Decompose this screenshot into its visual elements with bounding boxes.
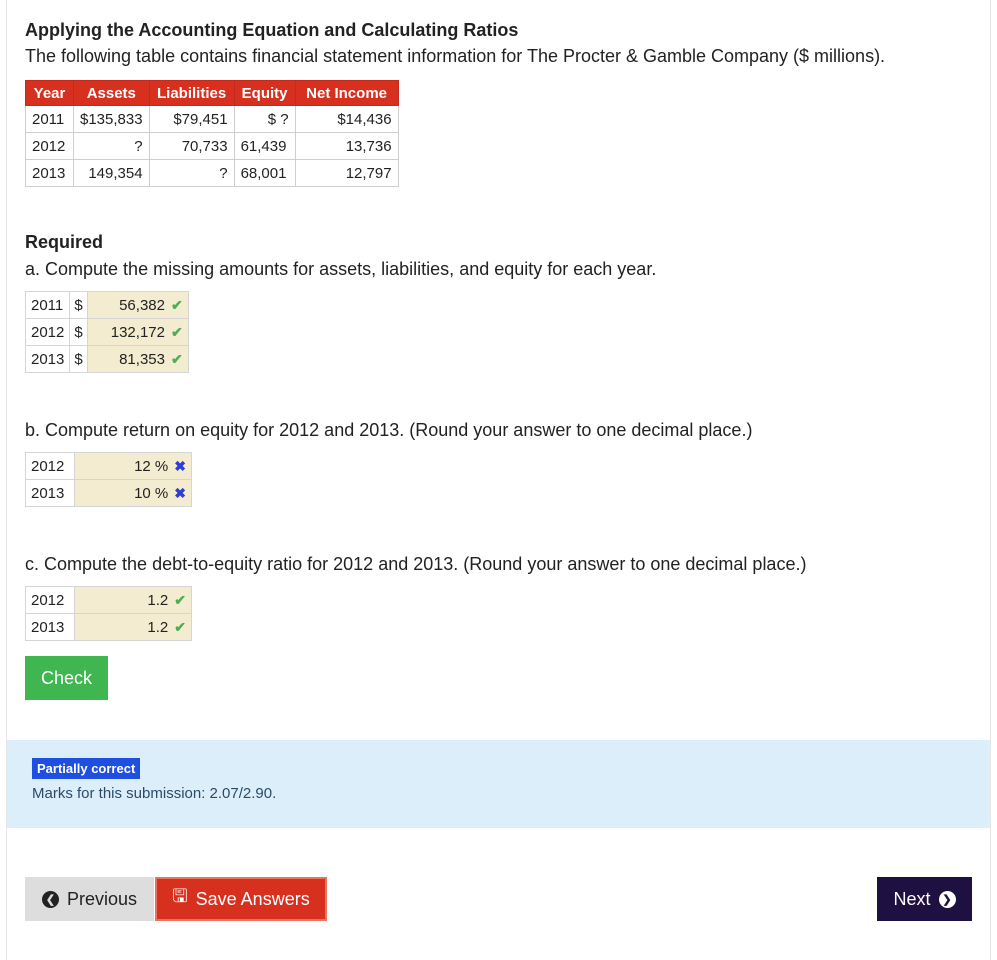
feedback-panel <box>7 740 990 828</box>
answer-input[interactable] <box>87 292 188 319</box>
correct-check-icon: ✔ <box>170 323 183 340</box>
answer-year: 2013 <box>26 346 70 373</box>
answer-row <box>26 453 192 480</box>
answer-value: 1.2 <box>147 618 169 636</box>
answer-table-c <box>25 586 192 641</box>
answer-year: 2013 <box>26 480 75 507</box>
floppy-disk-icon: 🖫 <box>172 886 188 906</box>
answer-year: 2012 <box>26 587 75 614</box>
answer-value: 10 % <box>134 484 169 502</box>
answer-value: 132,172 <box>110 323 165 341</box>
chevron-right-icon: ❯ <box>939 891 956 908</box>
table-cell: $135,833 <box>74 106 150 133</box>
table-cell: 2012 <box>26 133 74 160</box>
table-cell: ? <box>74 133 150 160</box>
table-cell: $14,436 <box>295 106 398 133</box>
table-cell: 70,733 <box>149 133 234 160</box>
marks-text: Marks for this submission: 2.07/2.90. <box>32 785 277 802</box>
header-net-income: Net Income <box>295 81 398 106</box>
table-cell: 61,439 <box>234 133 295 160</box>
answer-row <box>26 292 189 319</box>
table-cell: 13,736 <box>295 133 398 160</box>
correct-check-icon: ✔ <box>170 296 183 313</box>
table-cell: 68,001 <box>234 160 295 187</box>
check-button[interactable]: Check <box>25 656 108 700</box>
answer-value: 56,382 <box>119 296 165 314</box>
dollar-sign: $ <box>70 346 87 373</box>
incorrect-x-icon: ✖ <box>174 484 186 501</box>
incorrect-x-icon: ✖ <box>174 457 186 474</box>
table-header-row <box>26 81 399 106</box>
answer-row <box>26 587 192 614</box>
table-row <box>26 160 399 187</box>
save-answers-button[interactable] <box>155 877 327 921</box>
answer-row <box>26 319 189 346</box>
table-row <box>26 106 399 133</box>
table-cell: 149,354 <box>74 160 150 187</box>
answer-input[interactable] <box>87 346 188 373</box>
answer-value: 81,353 <box>119 350 165 368</box>
correct-check-icon: ✔ <box>174 618 186 635</box>
answer-table-b <box>25 452 192 507</box>
required-heading: Required <box>25 232 104 252</box>
answer-input[interactable] <box>75 587 192 614</box>
answer-table-a <box>25 291 189 373</box>
answer-year: 2012 <box>26 453 75 480</box>
correct-check-icon: ✔ <box>170 350 183 367</box>
financial-table <box>25 80 399 187</box>
answer-year: 2013 <box>26 614 75 641</box>
chevron-left-icon: ❮ <box>42 891 59 908</box>
correct-check-icon: ✔ <box>174 591 186 608</box>
header-liabilities: Liabilities <box>149 81 234 106</box>
dollar-sign: $ <box>70 319 87 346</box>
table-cell: $79,451 <box>149 106 234 133</box>
table-cell: 2013 <box>26 160 74 187</box>
previous-button[interactable] <box>25 877 154 921</box>
table-row <box>26 133 399 160</box>
dollar-sign: $ <box>70 292 87 319</box>
header-assets: Assets <box>74 81 150 106</box>
header-year: Year <box>26 81 74 106</box>
answer-row <box>26 346 189 373</box>
answer-value: 12 % <box>134 457 169 475</box>
header-equity: Equity <box>234 81 295 106</box>
answer-input[interactable] <box>75 614 192 641</box>
status-badge: Partially correct <box>32 758 140 779</box>
question-c: c. Compute the debt-to-equity ratio for 2012 and 2013. (Round your answer to one decimal place.) <box>25 554 807 574</box>
table-cell: ? <box>149 160 234 187</box>
page-title: Applying the Accounting Equation and Calculating Ratios <box>25 20 519 40</box>
previous-label: Previous <box>66 888 138 909</box>
answer-input[interactable] <box>87 319 188 346</box>
intro-text: The following table contains financial statement information for The Procter & Gamble Company ($ millions). <box>25 46 886 66</box>
answer-row <box>26 480 192 507</box>
save-label: Save Answers <box>195 888 310 909</box>
question-a: a. Compute the missing amounts for assets, liabilities, and equity for each year. <box>25 259 657 279</box>
next-button[interactable] <box>877 877 972 921</box>
table-cell: 2011 <box>26 106 74 133</box>
table-cell: $ ? <box>234 106 295 133</box>
answer-year: 2011 <box>26 292 70 319</box>
answer-row <box>26 614 192 641</box>
answer-input[interactable] <box>75 453 192 480</box>
question-b: b. Compute return on equity for 2012 and 2013. (Round your answer to one decimal place.) <box>25 420 753 440</box>
answer-input[interactable] <box>75 480 192 507</box>
answer-year: 2012 <box>26 319 70 346</box>
next-label: Next <box>893 888 931 909</box>
table-cell: 12,797 <box>295 160 398 187</box>
answer-value: 1.2 <box>147 591 169 609</box>
